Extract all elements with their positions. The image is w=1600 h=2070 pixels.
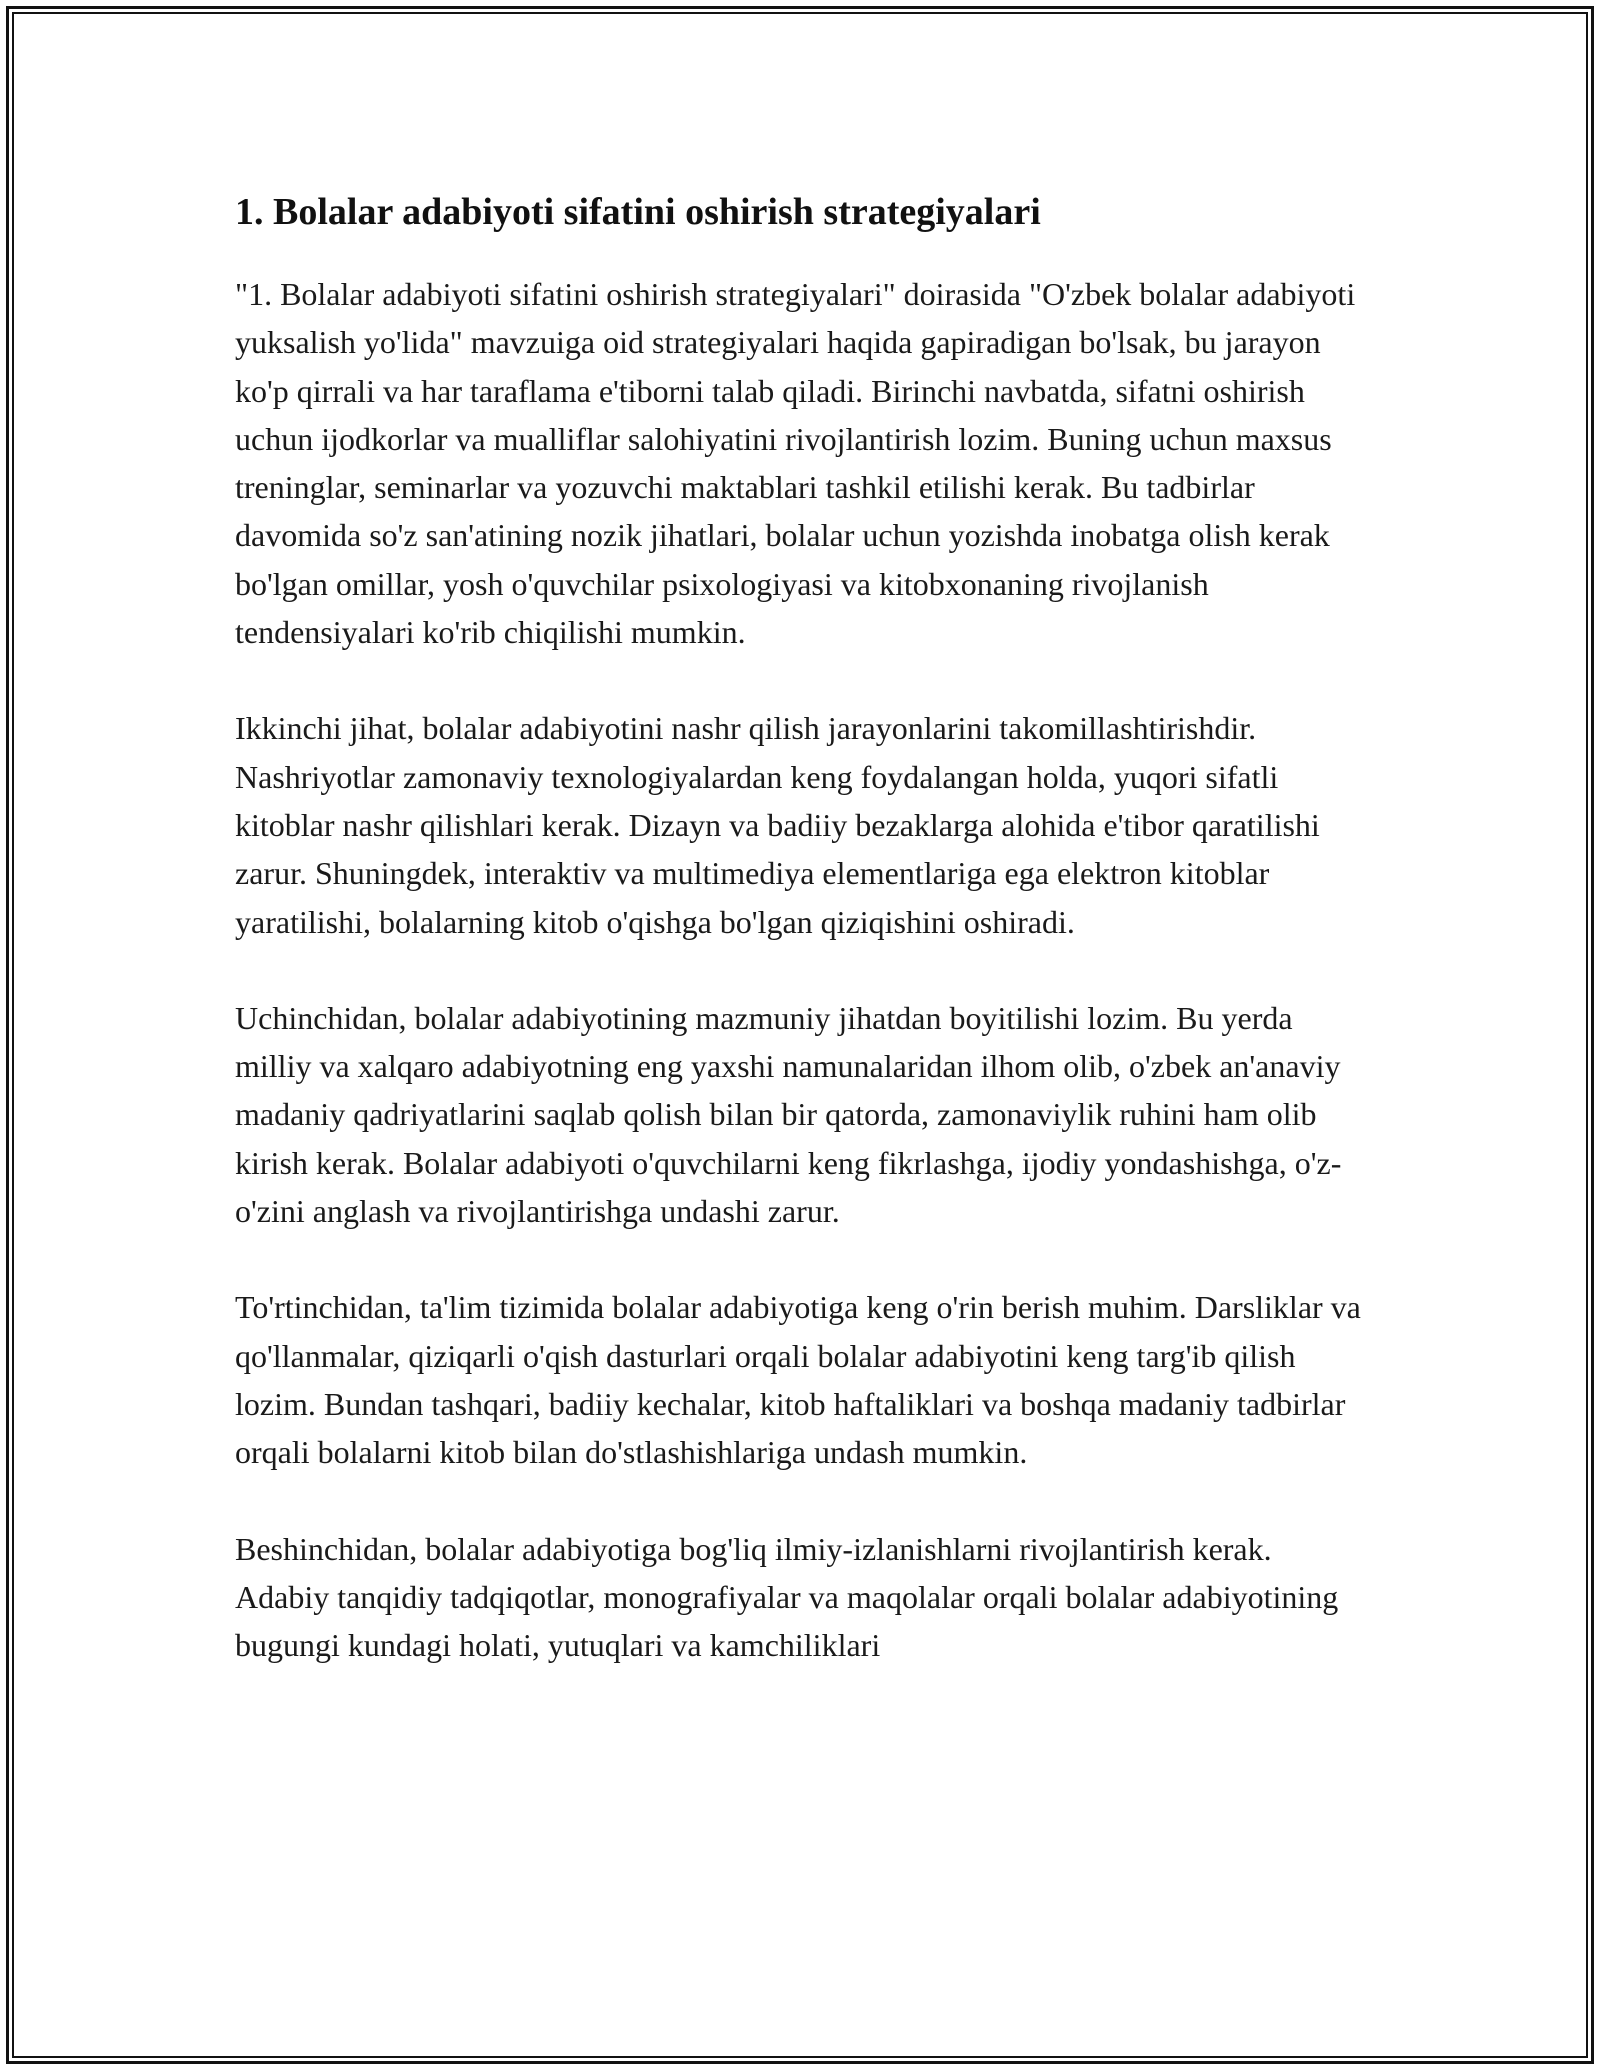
document-body <box>235 188 1370 1717</box>
paragraph-2: Ikkinchi jihat, bolalar adabiyotini nashr qilish jarayonlarini takomillashtirishdir. Nashriyotlar zamonaviy texnologiyalardan keng foydalangan holda, yuqori sifatli kitoblar nashr qilishlari kerak. Dizayn va badiiy bezaklarga alohida e'tibor qaratilishi zarur. Shuningdek, interaktiv va multimediya elementlariga ega elektron kitoblar yaratilishi, bolalarning kitob o'qishga bo'lgan qiziqishini oshiradi. <box>235 710 1320 940</box>
paragraph-4: To'rtinchidan, ta'lim tizimida bolalar adabiyotiga keng o'rin berish muhim. Darsliklar va qo'llanmalar, qiziqarli o'qish dasturlari orqali bolalar adabiyotini keng targ'ib qilish lozim. Bundan tashqari, badiiy kechalar, kitob haftaliklari va boshqa madaniy tadbirlar orqali bolalarni kitob bilan do'stlashishlariga undash mumkin. <box>235 1289 1361 1471</box>
paragraph-5: Beshinchidan, bolalar adabiyotiga bog'liq ilmiy-izlanishlarni rivojlantirish kerak. Adabiy tanqidiy tadqiqotlar, monografiyalar va maqolalar orqali bolalar adabiyotining bugungi kundagi holati, yutuqlari va kamchiliklari <box>235 1530 1339 1664</box>
paragraph-1: "1. Bolalar adabiyoti sifatini oshirish strategiyalari" doirasida "O'zbek bolalar adabiyoti yuksalish yo'lida" mavzuiga oid strategiyalari haqida gapiradigan bo'lsak, bu jarayon ko'p qirrali va har taraflama e'tiborni talab qiladi. Birinchi navbatda, sifatni oshirish uchun ijodkorlar va mualliflar salohiyatini rivojlantirish lozim. Buning uchun maxsus treninglar, seminarlar va yozuvchi maktablari tashkil etilishi kerak. Bu tadbirlar davomida so'z san'atining nozik jihatlari, bolalar uchun yozishda inobatga olish kerak bo'lgan omillar, yosh o'quvchilar psixologiyasi va kitobxonaning rivojlanish tendensiyalari ko'rib chiqilishi mumkin. <box>235 276 1356 651</box>
section-heading: 1. Bolalar adabiyoti sifatini oshirish strategiyalari <box>235 191 1041 233</box>
paragraph-3: Uchinchidan, bolalar adabiyotining mazmuniy jihatdan boyitilishi lozim. Bu yerda milliy va xalqaro adabiyotning eng yaxshi namunalaridan ilhom olib, o'zbek an'anaviy madaniy qadriyatlarini saqlab qolish bilan bir qatorda, zamonaviylik ruhini ham olib kirish kerak. Bolalar adabiyoti o'quvchilarni keng fikrlashga, ijodiy yondashishga, o'z-o'zini anglash va rivojlantirishga undashi zarur. <box>235 999 1342 1230</box>
